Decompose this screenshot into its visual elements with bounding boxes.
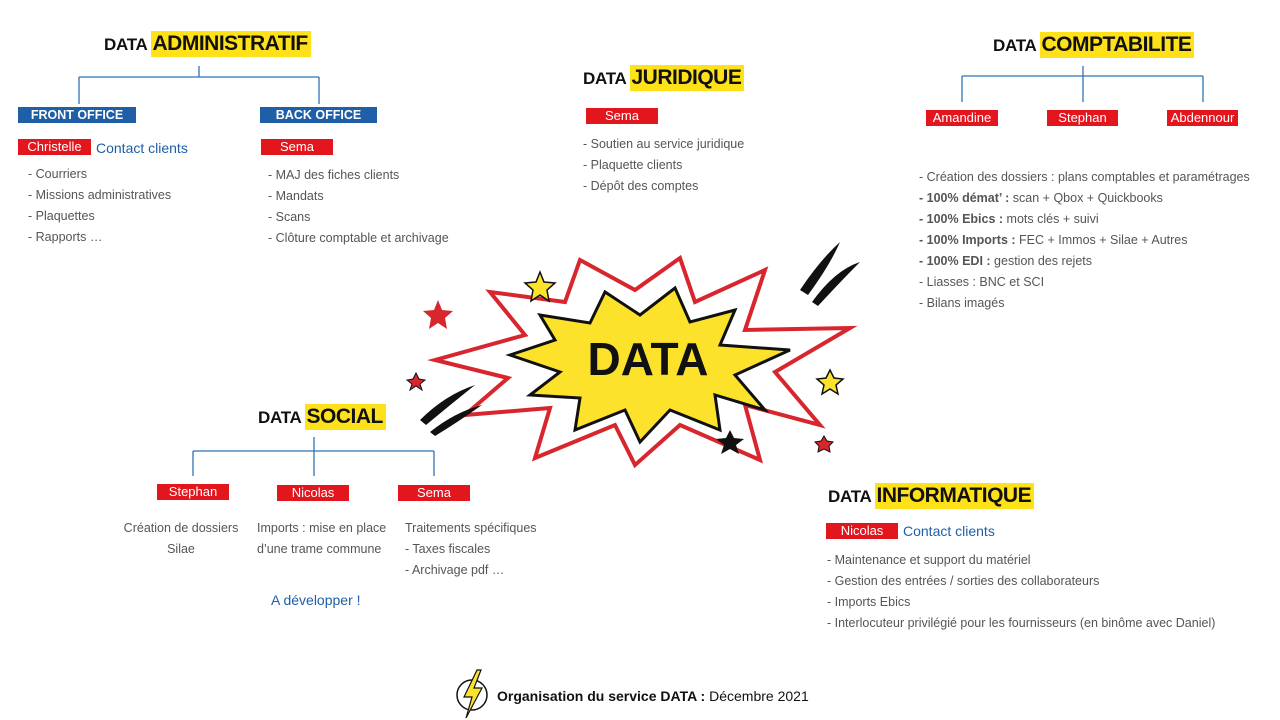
footer-caption xyxy=(497,688,809,704)
star-icon xyxy=(817,370,843,394)
list-item-bold: - 100% Ebics : xyxy=(919,212,1004,226)
list-item xyxy=(919,272,1250,293)
text-line: - Taxes fiscales xyxy=(405,542,491,556)
text-line: - Archivage pdf … xyxy=(405,563,505,577)
person-tag-nicolas-info: Nicolas xyxy=(826,523,898,539)
list-item: - Plaquettes xyxy=(28,209,95,223)
comptabilite-prefix: DATA xyxy=(993,36,1037,55)
list-item: - Rapports … xyxy=(28,230,103,244)
list-item-bold: - 100% Imports : xyxy=(919,233,1016,247)
social-title xyxy=(258,405,386,429)
text-line: Création de dossiers xyxy=(123,521,239,535)
administratif-prefix: DATA xyxy=(104,35,148,54)
list-item: - Plaquette clients xyxy=(583,158,683,172)
informatique-contact: Contact clients xyxy=(903,523,995,539)
back-office-header: BACK OFFICE xyxy=(260,107,377,123)
swoosh-icon xyxy=(420,385,475,425)
administratif-title xyxy=(104,32,311,56)
list-item xyxy=(919,293,1250,314)
list-item xyxy=(919,230,1250,251)
list-item: - Mandats xyxy=(268,189,324,203)
person-tag-sema-juridique: Sema xyxy=(586,108,658,124)
person-tag-nicolas-social: Nicolas xyxy=(277,485,349,501)
person-tag-abdennour: Abdennour xyxy=(1167,110,1238,126)
person-tag-amandine: Amandine xyxy=(926,110,998,126)
list-item-text: FEC + Immos + Silae + Autres xyxy=(1015,233,1188,247)
person-tag-christelle: Christelle xyxy=(18,139,91,155)
text-line: Imports : mise en place xyxy=(257,521,387,535)
comptabilite-list xyxy=(919,167,1250,314)
list-item: - Dépôt des comptes xyxy=(583,179,699,193)
person-tag-sema-social: Sema xyxy=(398,485,470,501)
informatique-title xyxy=(828,484,1034,508)
list-item xyxy=(919,167,1250,188)
text-line: Traitements spécifiques xyxy=(405,521,537,535)
list-item: - Missions administratives xyxy=(28,188,172,202)
front-office-list xyxy=(28,164,171,248)
list-item-text: - Bilans imagés xyxy=(919,296,1005,310)
footer-bold: Organisation du service DATA : xyxy=(497,688,706,704)
list-item: - Maintenance et support du matériel xyxy=(827,553,1031,567)
list-item: - Gestion des entrées / sorties des collaborateurs xyxy=(827,574,1100,588)
list-item: - Soutien au service juridique xyxy=(583,137,745,151)
person-tag-stephan-social: Stephan xyxy=(157,484,229,500)
list-item-text: mots clés + suivi xyxy=(1003,212,1099,226)
informatique-prefix: DATA xyxy=(828,487,872,506)
list-item: - MAJ des fiches clients xyxy=(268,168,400,182)
juridique-title xyxy=(583,66,744,90)
social-nicolas-text xyxy=(257,518,386,560)
informatique-highlight: INFORMATIQUE xyxy=(875,483,1035,509)
administratif-highlight: ADMINISTRATIF xyxy=(151,31,311,57)
comptabilite-highlight: COMPTABILITE xyxy=(1040,32,1195,58)
lightning-icon xyxy=(455,668,489,720)
data-burst xyxy=(390,220,890,520)
informatique-list xyxy=(827,550,1215,634)
list-item: - Interlocuteur privilégié pour les fournisseurs (en binôme avec Daniel) xyxy=(827,616,1216,630)
list-item: - Clôture comptable et archivage xyxy=(268,231,449,245)
list-item-bold: - 100% démat’ : xyxy=(919,191,1010,205)
list-item: - Scans xyxy=(268,210,311,224)
juridique-highlight: JURIDIQUE xyxy=(630,65,745,91)
person-tag-sema-admin: Sema xyxy=(261,139,333,155)
text-line: Silae xyxy=(167,542,195,556)
list-item: - Courriers xyxy=(28,167,88,181)
comptabilite-title xyxy=(993,33,1194,57)
social-stephan-text xyxy=(118,518,244,560)
footer-date: Décembre 2021 xyxy=(705,688,809,704)
list-item xyxy=(919,209,1250,230)
person-tag-stephan-compta: Stephan xyxy=(1047,110,1118,126)
text-line: d’une trame commune xyxy=(257,542,382,556)
list-item-text: gestion des rejets xyxy=(990,254,1093,268)
list-item-text: - Liasses : BNC et SCI xyxy=(919,275,1045,289)
list-item-text: scan + Qbox + Quickbooks xyxy=(1009,191,1163,205)
list-item-bold: - 100% EDI : xyxy=(919,254,991,268)
social-highlight: SOCIAL xyxy=(305,404,386,430)
front-office-contact: Contact clients xyxy=(96,140,188,156)
star-icon xyxy=(815,436,833,452)
front-office-header: FRONT OFFICE xyxy=(18,107,136,123)
star-icon xyxy=(423,300,453,329)
social-sema-text xyxy=(405,518,537,581)
social-todo: A développer ! xyxy=(271,592,361,608)
juridique-list xyxy=(583,134,744,197)
list-item-text: - Création des dossiers : plans comptables et paramétrages xyxy=(919,170,1250,184)
burst-label: DATA xyxy=(587,333,709,385)
social-prefix: DATA xyxy=(258,408,302,427)
list-item xyxy=(919,188,1250,209)
juridique-prefix: DATA xyxy=(583,69,627,88)
list-item xyxy=(919,251,1250,272)
list-item: - Imports Ebics xyxy=(827,595,911,609)
star-icon xyxy=(407,373,425,390)
